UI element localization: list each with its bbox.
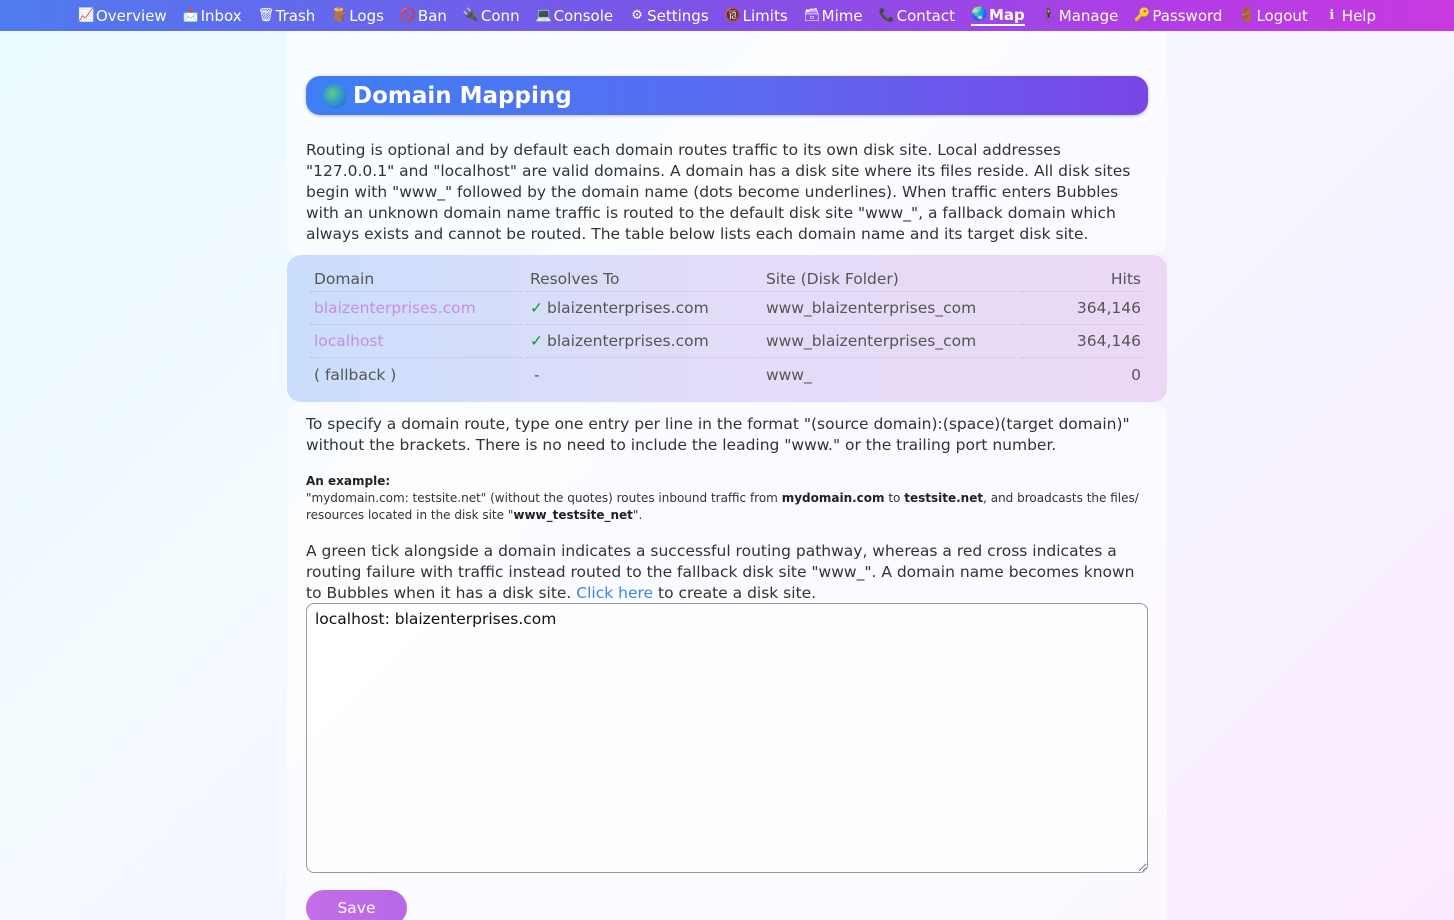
site-cell: www_blaizenterprises_com <box>762 325 1016 358</box>
create-disk-site-link[interactable]: Click here <box>576 584 654 602</box>
globe-icon: 🌏 <box>970 6 988 22</box>
domain-link[interactable]: blaizenterprises.com <box>314 299 476 317</box>
resolves-cell <box>526 325 758 358</box>
nav-conn-label: Conn <box>480 6 520 25</box>
nav-contact-label: Contact <box>896 6 955 25</box>
resolves-value: blaizenterprises.com <box>547 332 709 350</box>
key-icon: 🔑 <box>1134 7 1151 23</box>
example-part-c: , and broadcasts the files/ resources located in the disk site " <box>306 491 1139 522</box>
nav-limits-label: Limits <box>742 6 788 25</box>
nav-manage-label: Manage <box>1058 6 1119 25</box>
trash-icon: 🗑 <box>257 7 275 23</box>
table-row <box>310 292 1144 325</box>
site-cell: www_blaizenterprises_com <box>762 292 1016 325</box>
log-icon: 🪵 <box>331 7 348 23</box>
table-row <box>310 325 1144 358</box>
nav-map-label: Map <box>988 5 1025 24</box>
page-title: Domain Mapping <box>353 82 572 109</box>
nav-console[interactable] <box>536 7 614 25</box>
nav-settings[interactable] <box>629 7 709 25</box>
ban-icon: 🚫 <box>399 7 417 23</box>
col-domain: Domain <box>310 266 522 292</box>
nav-logout[interactable] <box>1238 7 1307 25</box>
check-icon: ✓ <box>530 299 543 317</box>
nav-conn[interactable] <box>463 7 520 25</box>
example-target: testsite.net <box>904 491 984 505</box>
nav-mime[interactable] <box>804 7 863 25</box>
nav-ban[interactable] <box>400 7 447 25</box>
phone-icon: 📞 <box>878 7 895 23</box>
laptop-icon: 💻 <box>535 7 552 23</box>
example-block <box>306 473 1148 524</box>
nav-overview-label: Overview <box>95 6 167 25</box>
nav-inbox-label: Inbox <box>200 6 242 25</box>
nav-password[interactable] <box>1134 7 1222 25</box>
limit-icon: 🔞 <box>724 7 741 23</box>
example-part-b: to <box>884 491 905 505</box>
col-hits: Hits <box>1020 266 1144 292</box>
resolves-value: - <box>534 365 540 384</box>
file-box-icon: 🗃 <box>803 7 821 23</box>
nav-logout-label: Logout <box>1256 6 1308 25</box>
plug-icon: 🔌 <box>462 7 480 23</box>
top-nav <box>0 0 1454 31</box>
nav-mime-label: Mime <box>821 6 863 25</box>
gear-icon: ⚙ <box>631 7 643 23</box>
tick-note-after: to create a disk site. <box>653 584 817 602</box>
instructions-text: To specify a domain route, type one entry per line in the format "(source domain):(space)(target domain)" without the brackets. There is no need to include the leading "www." or the trailing port number. <box>306 415 1130 454</box>
site-cell: www_ <box>765 365 812 384</box>
table-header-row <box>310 266 1144 292</box>
resolves-cell <box>526 292 758 325</box>
check-icon: ✓ <box>530 332 543 350</box>
hits-cell: 364,146 <box>1020 292 1144 325</box>
resolves-cell <box>526 358 758 391</box>
table-row <box>310 358 1144 391</box>
nav-contact[interactable] <box>879 7 955 25</box>
nav-limits[interactable] <box>725 7 788 25</box>
nav-ban-label: Ban <box>417 6 447 25</box>
domain-cell: ( fallback ) <box>314 365 397 384</box>
resolves-value: blaizenterprises.com <box>547 299 709 317</box>
hits-cell: 364,146 <box>1020 325 1144 358</box>
example-part-d: ". <box>632 508 643 522</box>
example-part-a: "mydomain.com: testsite.net" (without the quotes) routes inbound traffic from <box>306 491 782 505</box>
envelope-icon: 📩 <box>182 7 199 23</box>
globe-icon <box>323 84 347 108</box>
person-icon: 🕴 <box>1040 7 1057 23</box>
nav-help[interactable] <box>1324 7 1376 25</box>
example-text <box>306 490 1148 524</box>
nav-manage[interactable] <box>1041 7 1119 25</box>
door-icon: 🚪 <box>1238 7 1255 23</box>
nav-overview[interactable] <box>78 7 167 25</box>
hits-cell: 0 <box>1131 365 1141 384</box>
tick-note-text: A green tick alongside a domain indicates a successful routing pathway, whereas a red cross indicates a routing failure with traffic instead routed to the fallback disk site "www_". A domain name becomes known to Bubbles when it has a disk site. <box>306 542 1135 602</box>
routes-editor[interactable] <box>306 603 1148 873</box>
nav-logs[interactable] <box>331 7 384 25</box>
nav-logs-label: Logs <box>349 6 384 25</box>
nav-password-label: Password <box>1152 6 1223 25</box>
domain-link[interactable]: localhost <box>314 332 384 350</box>
intro-text: Routing is optional and by default each domain routes traffic to its own disk site. Local addresses "127.0.0.1" and "localhost" are valid domains. A domain has a disk site where its files reside. All disk sites begin with "www_" followed by the domain name (dots become underlines). When traffic enters Bubbles with an unknown domain name traffic is routed to the default disk site "www_", a fallback domain which always exists and cannot be routed. The table below lists each domain name and its target disk site. <box>306 141 1131 243</box>
nav-trash-label: Trash <box>275 6 316 25</box>
col-resolves: Resolves To <box>526 266 758 292</box>
info-icon: ℹ <box>1329 7 1335 23</box>
domain-table <box>306 266 1148 391</box>
domain-table-panel <box>287 255 1167 402</box>
tick-note <box>306 541 1148 604</box>
chart-icon: 📈 <box>77 7 95 23</box>
nav-inbox[interactable] <box>183 7 242 25</box>
nav-console-label: Console <box>553 6 614 25</box>
save-button[interactable]: Save <box>306 890 407 920</box>
nav-settings-label: Settings <box>647 6 709 25</box>
page-title-bar <box>306 76 1148 115</box>
nav-help-label: Help <box>1341 6 1376 25</box>
nav-trash[interactable] <box>258 7 316 25</box>
example-heading: An example: <box>306 474 391 488</box>
col-site: Site (Disk Folder) <box>762 266 1016 292</box>
example-site: www_testsite_net <box>513 508 633 522</box>
example-source: mydomain.com <box>781 491 885 505</box>
nav-map[interactable] <box>971 6 1025 26</box>
